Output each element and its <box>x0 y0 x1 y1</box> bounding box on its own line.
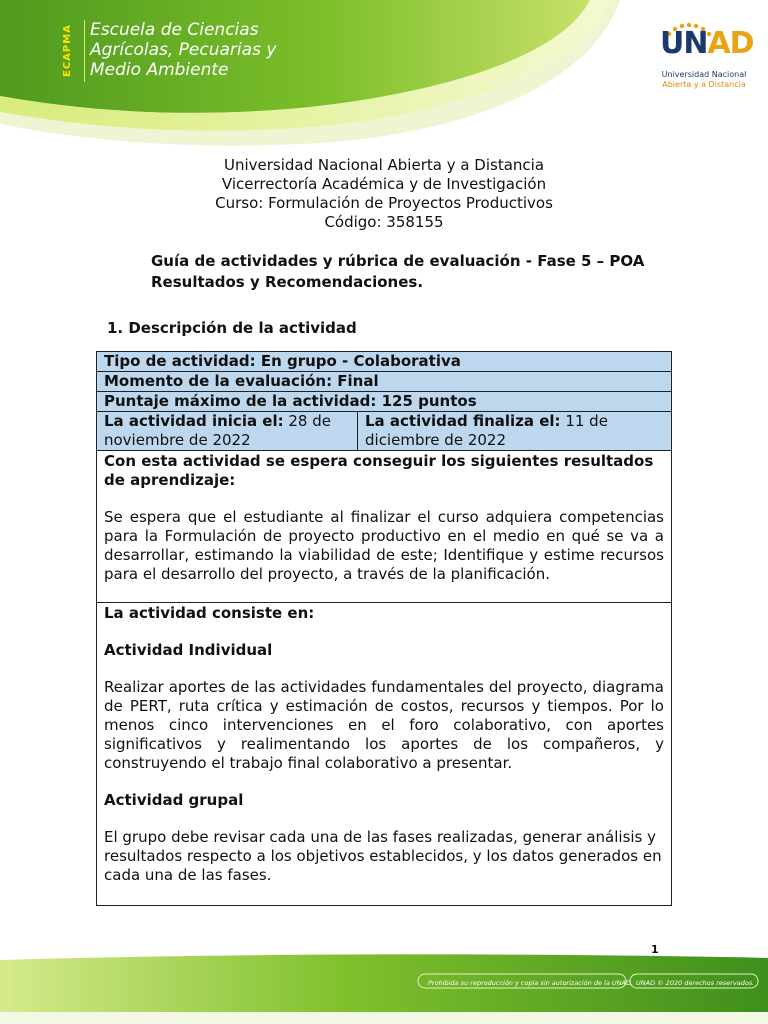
title-vicerrectoria: Vicerrectoría Académica y de Investigación <box>221 175 547 193</box>
max-score: Puntaje máximo de la actividad: 125 puntos <box>97 392 672 412</box>
learning-outcomes-cell <box>97 451 672 603</box>
unad-logo-sub2: Abierta y a Distancia <box>662 80 746 89</box>
ecapma-vertical-label: ECAPMA <box>62 24 73 78</box>
unad-logo-un: UN <box>660 26 708 61</box>
guide-title-line2: Resultados y Recomendaciones. <box>151 273 424 291</box>
learning-outcomes-text: Se espera que el estudiante al finalizar el curso adquiera competencias para la Formulación de proyecto productivo en el medio en qué se va a desarrollar, estimando la viabilidad de este; Identifique y estime recursos para el desarrollo del proyecto, a través de la planificación. <box>104 508 664 583</box>
evaluation-moment: Momento de la evaluación: Final <box>97 372 672 392</box>
individual-activity-heading: Actividad Individual <box>104 641 273 659</box>
activity-consists-heading: La actividad consiste en: <box>104 604 315 622</box>
group-activity-heading: Actividad grupal <box>104 791 244 809</box>
unad-logo-word <box>660 26 754 61</box>
start-date-label: La actividad inicia el: <box>104 412 284 430</box>
document-titles <box>0 156 768 232</box>
start-date-value: 28 de noviembre de 2022 <box>104 412 331 449</box>
page-number: 1 <box>651 943 659 956</box>
table-row <box>97 392 672 412</box>
table-row <box>97 603 672 906</box>
ecapma-divider <box>84 20 85 82</box>
school-name-line2: Agrícolas, Pecuarias y <box>90 40 277 60</box>
guide-title <box>151 251 671 293</box>
table-row <box>97 451 672 603</box>
unad-logo-ad: AD <box>707 26 754 61</box>
title-course: Curso: Formulación de Proyectos Productivos <box>215 194 553 212</box>
individual-activity-text: Realizar aportes de las actividades fundamentales del proyecto, diagrama de PERT, ruta crítica y estimación de costos, recursos y tiempos. Por lo menos cinco intervenciones en el foro colaborativo, con aportes significativos y realimentando los aportes de los compañeros, y construyendo el trabajo final colaborativo a presentar. <box>104 678 664 772</box>
footer-green-band <box>0 952 768 1024</box>
activity-type: Tipo de actividad: En grupo - Colaborativa <box>97 352 672 372</box>
school-name-line1: Escuela de Ciencias <box>90 20 259 40</box>
learning-outcomes-heading: Con esta actividad se espera conseguir los siguientes resultados de aprendizaje: <box>104 452 654 489</box>
school-name <box>90 20 276 80</box>
title-code: Código: 358155 <box>324 213 444 231</box>
table-row <box>97 372 672 392</box>
footer-rights: UNAD © 2020 derechos reservados. <box>636 979 755 987</box>
table-row <box>97 352 672 372</box>
end-date-label: La actividad finaliza el: <box>365 412 561 430</box>
end-date-cell <box>358 412 672 451</box>
title-university: Universidad Nacional Abierta y a Distancia <box>223 156 545 174</box>
activity-table <box>96 351 672 906</box>
end-date-value: 11 de diciembre de 2022 <box>365 412 608 449</box>
group-activity-text: El grupo debe revisar cada una de las fases realizadas, generar análisis y resultados respecto a los objetivos establecidos, y los datos generados en cada una de las fases. <box>104 828 662 884</box>
start-date-cell <box>97 412 358 451</box>
school-name-line3: Medio Ambiente <box>90 60 229 80</box>
section-heading: 1. Descripción de la actividad <box>107 319 357 337</box>
table-row <box>97 412 672 451</box>
unad-logo-sub1: Universidad Nacional <box>661 70 747 79</box>
guide-title-line1: Guía de actividades y rúbrica de evaluación - Fase 5 – POA <box>151 252 645 270</box>
footer-copyright-notice: Prohibida su reproducción y copia sin autorización de la UNAD. <box>428 979 634 987</box>
activity-description-cell <box>97 603 672 906</box>
